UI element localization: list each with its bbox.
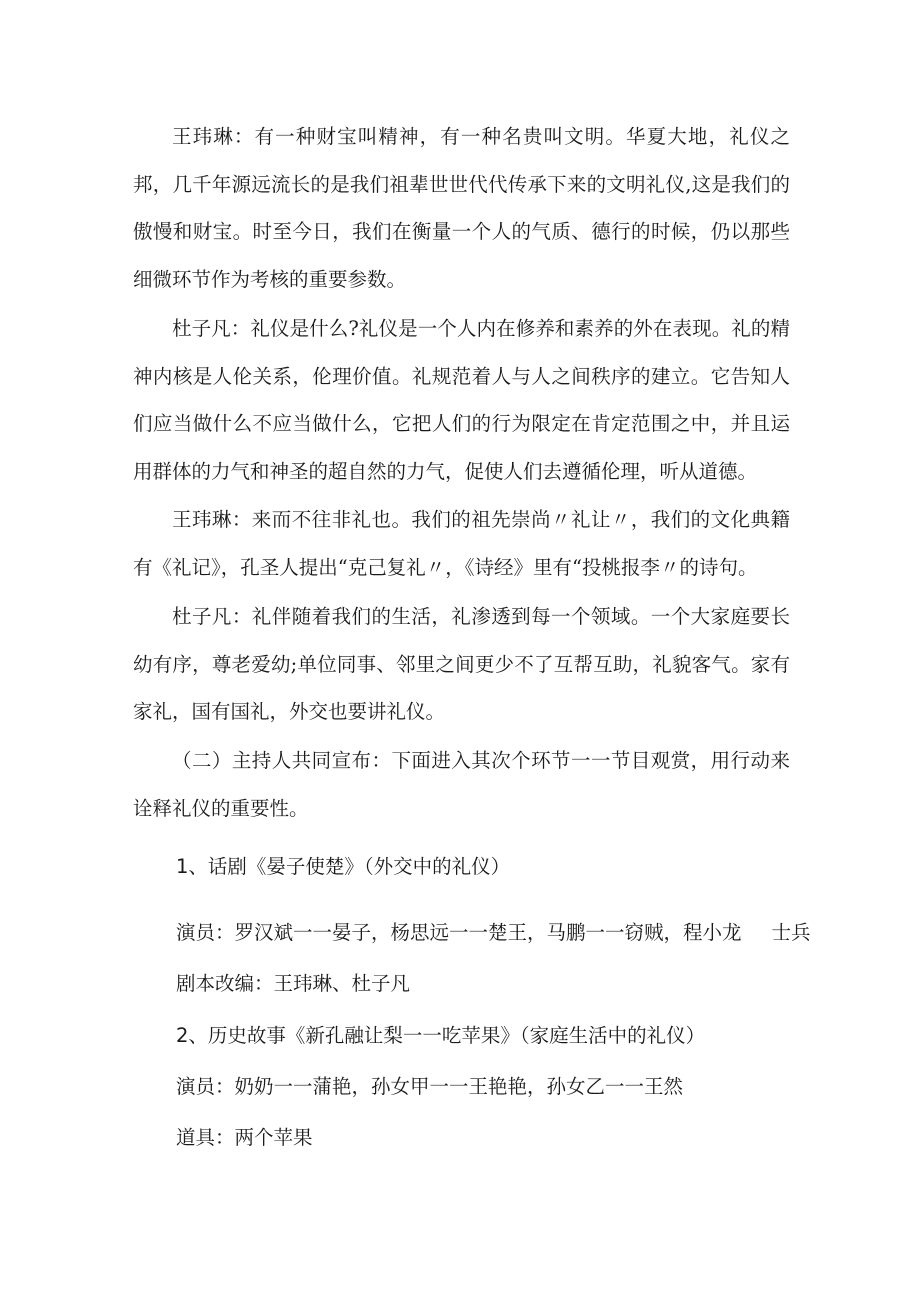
program-1-title-text: 、话剧《晏子使楚》（外交中的礼仪） <box>188 855 511 878</box>
paragraph-du-1: 杜子凡：礼仪是什么?礼仪是一个人内在修养和素养的外在表现。礼的精神内核是人伦关系，伦理价值。礼规范着人与人之间秩序的建立。它告知人们应当做什么不应当做什么，它把人们的行为限定在肯定范围之中，并且运用群体的力气和神圣的超自然的力气，促使人们去遵循伦理，听从道德。 <box>133 317 790 483</box>
paragraph-wang-1: 王玮琳：有一种财宝叫精神，有一种名贵叫文明。华夏大地，礼仪之邦，几千年源远流长的是我们祖辈世世代代传承下来的文明礼仪,这是我们的傲慢和财宝。时至今日，我们在衡量一个人的气质、德行的时候，仍以那些细微环节作为考核的重要参数。 <box>133 125 790 291</box>
program-2-title <box>176 1022 705 1050</box>
paragraph-announcement: （二）主持人共同宣布：下面进入其次个环节一一节目观赏，用行动来诠释礼仪的重要性。 <box>133 749 790 820</box>
program-1-actors <box>176 919 811 947</box>
paragraph-du-2: 杜子凡：礼伴随着我们的生活，礼渗透到每一个领域。一个大家庭要长幼有序，尊老爱幼;单位同事、邻里之间更少不了互帮互助，礼貌客气。家有家礼，国有国礼，外交也要讲礼仪。 <box>133 605 790 723</box>
program-1-title <box>176 853 510 881</box>
program-1-number: 1 <box>176 855 189 878</box>
program-1-actors-text: 演员：罗汉斌一一晏子，杨思远一一楚王，马鹏一一窃贼，程小龙 <box>176 921 742 944</box>
program-2-number: 2 <box>176 1024 189 1047</box>
program-2-title-text: 、历史故事《新孔融让梨一一吃苹果》（家庭生活中的礼仪） <box>188 1024 706 1047</box>
program-2-actors: 演员：奶奶一一蒲艳，孙女甲一一王艳艳，孙女乙一一王然 <box>176 1075 684 1098</box>
program-1-script: 剧本改编：王玮琳、杜子凡 <box>176 972 411 995</box>
paragraph-wang-2: 王玮琳：来而不往非礼也。我们的祖先崇尚〃礼让〃，我们的文化典籍有《礼记》，孔圣人提出“克己复礼〃，《诗经》里有“投桃报李〃的诗句。 <box>133 508 790 579</box>
program-1-actors-tail: 士兵 <box>771 921 811 944</box>
program-2-props: 道具：两个苹果 <box>176 1126 313 1149</box>
